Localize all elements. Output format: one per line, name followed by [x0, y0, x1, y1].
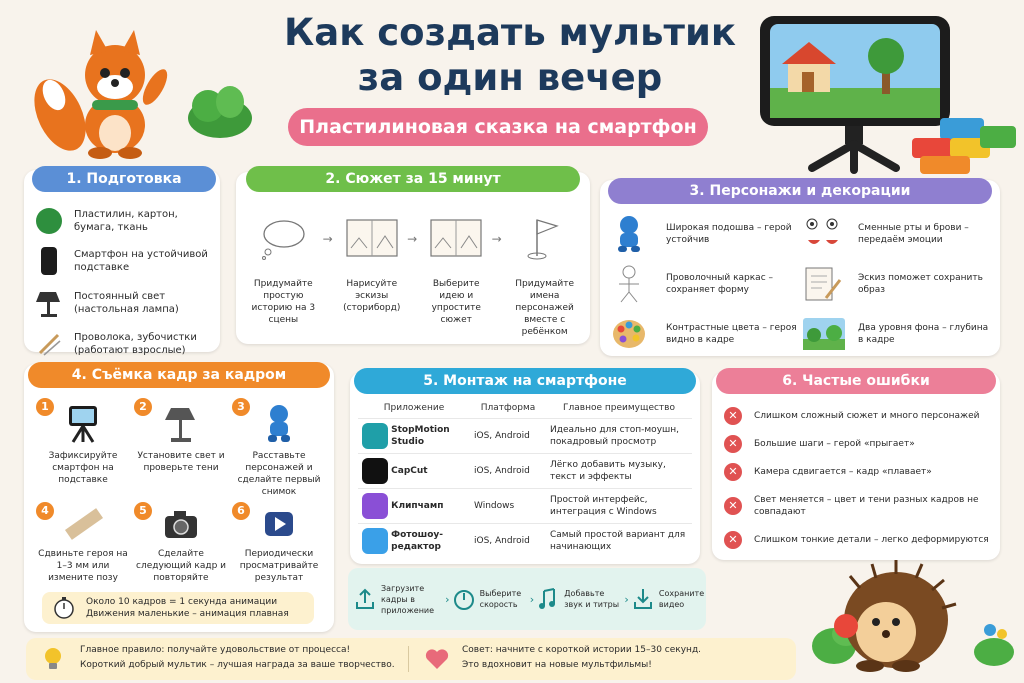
story-step-text: Выберите идею и упростите сюжет: [431, 279, 481, 325]
camera-icon: [161, 504, 201, 544]
table-row: [358, 419, 692, 454]
toothpick-icon: [36, 331, 62, 357]
list-item: [724, 486, 994, 526]
fox-illustration-icon: [30, 25, 180, 160]
app-platform: Windows: [470, 489, 546, 524]
flow-step: [631, 586, 705, 612]
table-header-row: [358, 398, 692, 419]
storyboard-icon: [429, 216, 483, 260]
flow-step-text: Загрузите кадры в приложение: [381, 583, 435, 615]
prep-list: [36, 202, 216, 364]
background-icon: [802, 317, 846, 351]
rule-line-1: Главное правило: получайте удовольствие от процесса!: [80, 645, 351, 655]
app-benefit: Идеально для стоп-моушн, покадровый просмотр: [546, 419, 692, 454]
note-line-2: Движения маленькие – анимация плавная: [86, 609, 289, 619]
story-step: [244, 216, 323, 338]
list-item-text: Контрастные цвета – героя видно в кадре: [666, 323, 797, 345]
arrow-right-icon: →: [491, 232, 502, 246]
list-item-text: Смартфон на устойчивой подставке: [74, 249, 208, 273]
mistake-text: Слишком сложный сюжет и много персонажей: [754, 411, 980, 421]
note-line-1: Около 10 кадров = 1 секунда анимации: [86, 597, 278, 607]
shooting-note: [42, 592, 314, 624]
mistake-text: Камера сдвигается – кадр «плавает»: [754, 467, 932, 477]
characters-card: [600, 180, 1000, 356]
app-platform: iOS, Android: [470, 419, 546, 454]
shooting-step-text: Сделайте следующий кадр и повторяйте: [136, 549, 226, 583]
error-x-icon: ✕: [724, 463, 742, 481]
shooting-step: [230, 500, 328, 604]
column-header: Платформа: [470, 398, 546, 419]
shooting-step-text: Сдвиньте героя на 1–3 мм или измените позу: [38, 549, 128, 583]
ruler-icon: [61, 504, 105, 544]
shooting-step-text: Периодически просматривайте результат: [239, 549, 319, 583]
shooting-step: [132, 500, 230, 604]
shooting-step: [132, 396, 230, 500]
list-item: [802, 212, 992, 256]
shooting-step-text: Зафиксируйте смартфон на подставке: [48, 451, 118, 485]
mistakes-title: 6. Частые ошибки: [716, 368, 996, 394]
heart-icon: [424, 648, 450, 670]
list-item: [36, 240, 216, 282]
list-item: [36, 324, 216, 364]
blue-figure-icon: [259, 402, 299, 446]
title-line-2: за один вечер: [357, 56, 663, 99]
shooting-grid: [34, 396, 328, 604]
subtitle-banner: Пластилиновая сказка на смартфон: [288, 108, 708, 146]
faces-icon: [802, 214, 842, 254]
thought-cloud-icon: [258, 216, 308, 260]
stopwatch-icon: [52, 596, 76, 620]
app-name: StopMotion Studio: [391, 425, 450, 447]
arrow-right-icon: →: [322, 232, 333, 246]
bush-icon: [180, 80, 260, 140]
app-benefit: Самый простой вариант для начинающих: [550, 530, 686, 552]
download-icon: [631, 586, 655, 612]
step-number-badge: 2: [134, 398, 152, 416]
app-name: CapCut: [391, 466, 428, 476]
smartphone-icon: [41, 247, 57, 275]
step-number-badge: 1: [36, 398, 54, 416]
blue-figure-icon: [612, 214, 646, 254]
phone-tripod-icon: [63, 402, 103, 446]
arrow-right-icon: →: [407, 232, 418, 246]
arrow-right-icon: ›: [624, 592, 629, 606]
step-number-badge: 3: [232, 398, 250, 416]
flag-icon: [525, 216, 565, 260]
list-item: [612, 312, 802, 356]
plasticine-ball-icon: [36, 208, 62, 234]
wire-frame-icon: [612, 264, 646, 304]
shooting-step: [230, 396, 328, 500]
title-line-1: Как создать мультик: [284, 11, 736, 54]
mistakes-list: [724, 402, 994, 554]
shooting-note-text: [86, 596, 289, 620]
shooting-step-text: Установите свет и проверьте тени: [137, 451, 225, 473]
rule-line-2: Короткий добрый мультик – лучшая награда за ваше творчество.: [80, 660, 395, 670]
prep-title: 1. Подготовка: [32, 166, 216, 192]
apps-table: [358, 398, 692, 558]
story-card: [236, 172, 590, 344]
arrow-right-icon: ›: [445, 592, 450, 606]
flow-step-text: Добавьте звук и титры: [564, 589, 620, 609]
step-number-badge: 6: [232, 502, 250, 520]
mistake-text: Свет меняется – цвет и тени разных кадров не совпадают: [754, 495, 979, 517]
shooting-step: [34, 500, 132, 604]
flow-step-text: Сохраните видео: [658, 589, 705, 609]
characters-title: 3. Персонажи и декорации: [608, 178, 992, 204]
characters-grid: [612, 212, 992, 356]
table-row: [358, 489, 692, 524]
list-item-text: Пластилин, картон, бумага, ткань: [74, 209, 178, 233]
app-platform: iOS, Android: [470, 454, 546, 489]
desk-lamp-icon: [36, 288, 62, 318]
list-item-text: Два уровня фона – глубина в кадре: [858, 323, 989, 345]
shooting-step-text: Расставьте персонажей и сделайте первый снимок: [237, 451, 321, 497]
music-icon: [536, 586, 560, 612]
montage-card: [350, 372, 700, 564]
table-row: [358, 524, 692, 559]
story-title: 2. Сюжет за 15 минут: [246, 166, 580, 192]
list-item: [36, 202, 216, 240]
error-x-icon: ✕: [724, 435, 742, 453]
footer-banner: [26, 638, 796, 680]
phone-tripod-illustration-icon: [740, 8, 1020, 183]
flow-step: [353, 583, 443, 616]
page-title: [250, 10, 770, 100]
list-item-text: Постоянный свет (настольная лампа): [74, 291, 179, 315]
play-icon: [259, 504, 299, 544]
mistakes-card: [712, 372, 1000, 560]
list-item-text: Проволочный каркас – сохраняет форму: [666, 273, 773, 295]
prep-card: [24, 170, 220, 356]
app-benefit: Лёгко добавить музыку, текст и эффекты: [546, 454, 692, 489]
column-header: Приложение: [358, 398, 470, 419]
list-item: [36, 282, 216, 324]
capcut-app-icon: [362, 458, 388, 484]
app-benefit: Простой интерфейс, интеграция с Windows: [546, 489, 692, 524]
story-step: [505, 216, 584, 338]
error-x-icon: ✕: [724, 407, 742, 425]
apps-table-wrap: [358, 398, 692, 558]
story-step-text: Придумайте имена персонажей вместе с ребёнком: [515, 279, 575, 337]
storyboard-icon: [345, 216, 399, 260]
app-platform: iOS, Android: [474, 536, 530, 546]
list-item-text: Проволока, зубочистки (работают взрослые): [74, 332, 197, 356]
shooting-step: [34, 396, 132, 500]
story-steps: [244, 216, 584, 338]
hedgehog-illustration-icon: [806, 548, 1020, 678]
flow-step: [536, 586, 622, 612]
palette-icon: [612, 317, 646, 351]
upload-icon: [353, 586, 377, 612]
list-item-text: Сменные рты и брови – передаём эмоции: [858, 223, 969, 245]
mistake-text: Слишком тонкие детали – легко деформируются: [754, 535, 989, 545]
list-item: [724, 430, 994, 458]
lightbulb-icon: [42, 646, 64, 672]
story-step-text: Нарисуйте эскизы (сториборд): [343, 279, 401, 313]
flow-step-text: Выберите скорость: [479, 589, 522, 609]
list-item: [612, 262, 802, 306]
list-item: [802, 312, 992, 356]
list-item: [724, 402, 994, 430]
column-header: Главное преимущество: [546, 398, 692, 419]
error-x-icon: ✕: [724, 531, 742, 549]
shooting-title: 4. Съёмка кадр за кадром: [28, 362, 330, 388]
speed-icon: [452, 586, 476, 612]
mistake-text: Большие шаги – герой «прыгает»: [754, 439, 915, 449]
tip-line-1: Совет: начните с короткой истории 15–30 секунд.: [462, 645, 702, 655]
story-step: [336, 216, 407, 338]
step-number-badge: 5: [134, 502, 152, 520]
arrow-right-icon: ›: [529, 592, 535, 606]
story-step: [421, 216, 492, 338]
step-number-badge: 4: [36, 502, 54, 520]
flow-step: [452, 586, 528, 612]
clipchamp-app-icon: [362, 493, 388, 519]
app-name: Фотошоу-редактор: [391, 530, 443, 552]
footer-divider: [408, 646, 409, 672]
table-row: [358, 454, 692, 489]
list-item-text: Эскиз поможет сохранить образ: [858, 273, 983, 295]
error-x-icon: ✕: [724, 497, 742, 515]
footer-tip: [462, 644, 792, 671]
list-item: [802, 262, 992, 306]
list-item-text: Широкая подошва – герой устойчив: [666, 223, 792, 245]
montage-title: 5. Монтаж на смартфоне: [354, 368, 696, 394]
montage-flow: [348, 568, 706, 630]
list-item: [612, 212, 802, 256]
list-item: [724, 458, 994, 486]
shooting-card: [24, 364, 334, 632]
lamp-icon: [161, 402, 201, 446]
footer-rule: [80, 644, 410, 671]
app-name: Клипчамп: [391, 501, 444, 511]
stopmotion-app-icon: [362, 423, 388, 449]
story-step-text: Придумайте простую историю на 3 сцены: [251, 279, 316, 325]
sketch-icon: [802, 264, 842, 304]
tip-line-2: Это вдохновит на новые мультфильмы!: [462, 660, 652, 670]
photoshow-app-icon: [362, 528, 388, 554]
